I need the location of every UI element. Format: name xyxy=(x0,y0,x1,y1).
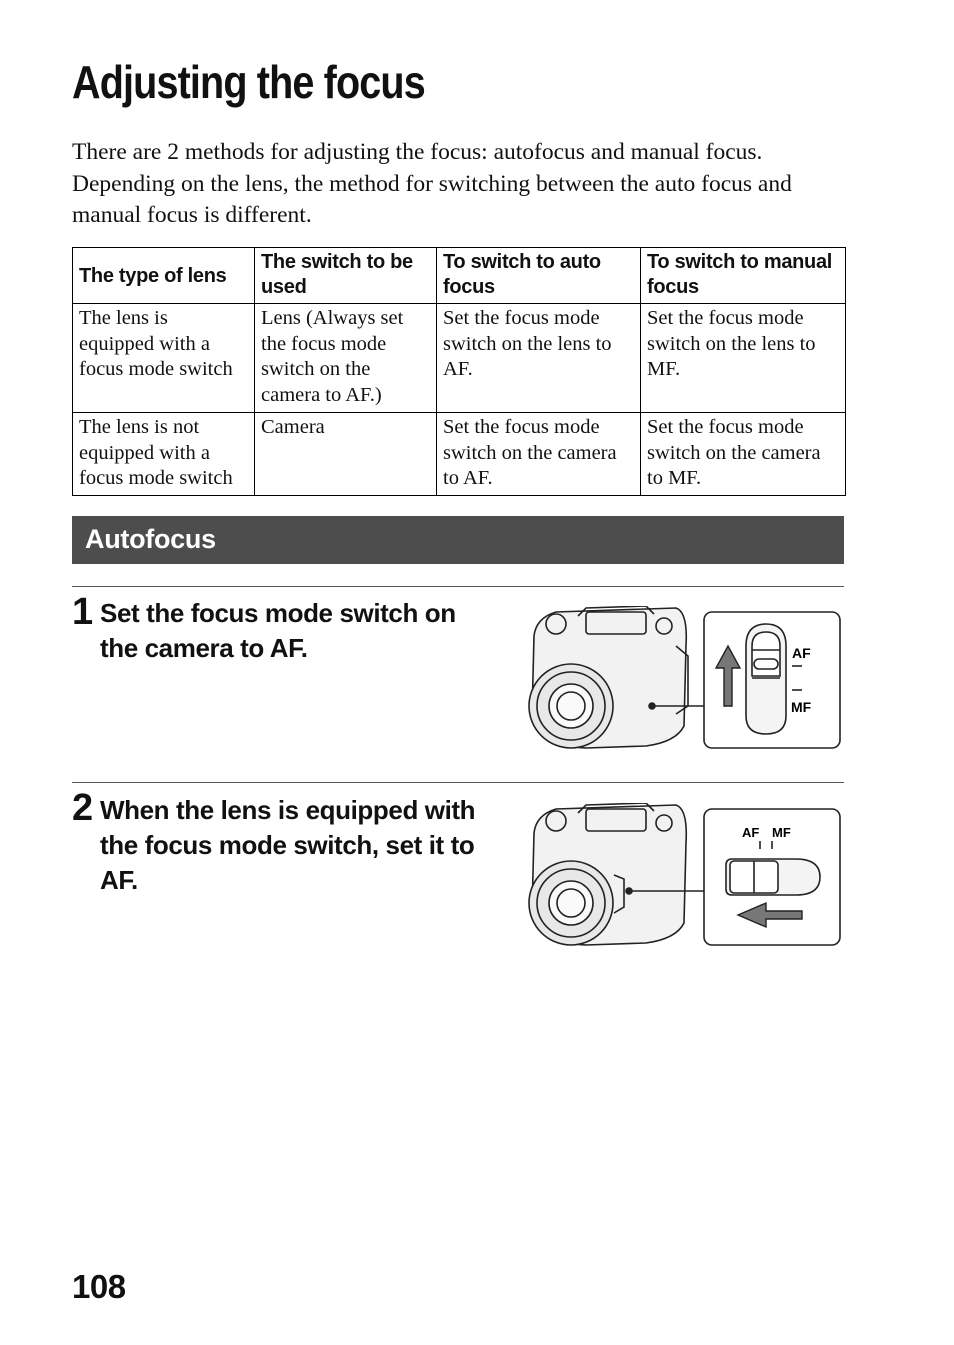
table-row xyxy=(73,304,846,413)
step-divider xyxy=(72,586,844,587)
table-cell: Camera xyxy=(255,413,437,496)
table-row xyxy=(73,413,846,496)
page-number: 108 xyxy=(72,1268,126,1305)
table-cell: Set the focus mode switch on the lens to MF. xyxy=(641,304,846,413)
table-cell: The lens is equipped with a focus mode switch xyxy=(73,304,255,413)
section-header-bar xyxy=(72,516,844,564)
table-header-cell: The type of lens xyxy=(73,248,255,304)
page-title: Adjusting the focus xyxy=(72,56,425,108)
table-header-row xyxy=(73,248,846,304)
table-cell: Set the focus mode switch on the camera to MF. xyxy=(641,413,846,496)
step-instruction: Set the focus mode switch on the camera to AF. xyxy=(100,598,456,663)
table-header-cell: To switch to auto focus xyxy=(437,248,641,304)
af-label: AF xyxy=(792,645,811,661)
table-cell: Set the focus mode switch on the lens to AF. xyxy=(437,304,641,413)
table-header-cell: To switch to manual focus xyxy=(641,248,846,304)
table-header-cell: The switch to be used xyxy=(255,248,437,304)
step-number: 1 xyxy=(72,591,94,633)
lens-switch-illustration xyxy=(526,803,844,948)
table-cell: Lens (Always set the focus mode switch on the camera to AF.) xyxy=(255,304,437,413)
camera-switch-illustration xyxy=(526,606,844,751)
mf-label: MF xyxy=(791,699,812,715)
intro-paragraph: There are 2 methods for adjusting the focus: autofocus and manual focus. Depending on the lens, the method for switching between the auto focus and manual focus is different. xyxy=(72,139,792,228)
af-label: AF xyxy=(742,825,760,840)
step-number: 2 xyxy=(72,787,94,829)
step-divider xyxy=(72,782,844,783)
focus-method-table xyxy=(72,247,846,496)
mf-label: MF xyxy=(772,825,791,840)
table-cell: Set the focus mode switch on the camera to AF. xyxy=(437,413,641,496)
table-cell: The lens is not equipped with a focus mode switch xyxy=(73,413,255,496)
section-title: Autofocus xyxy=(85,524,216,554)
step-instruction: When the lens is equipped with the focus mode switch, set it to AF. xyxy=(100,795,476,895)
